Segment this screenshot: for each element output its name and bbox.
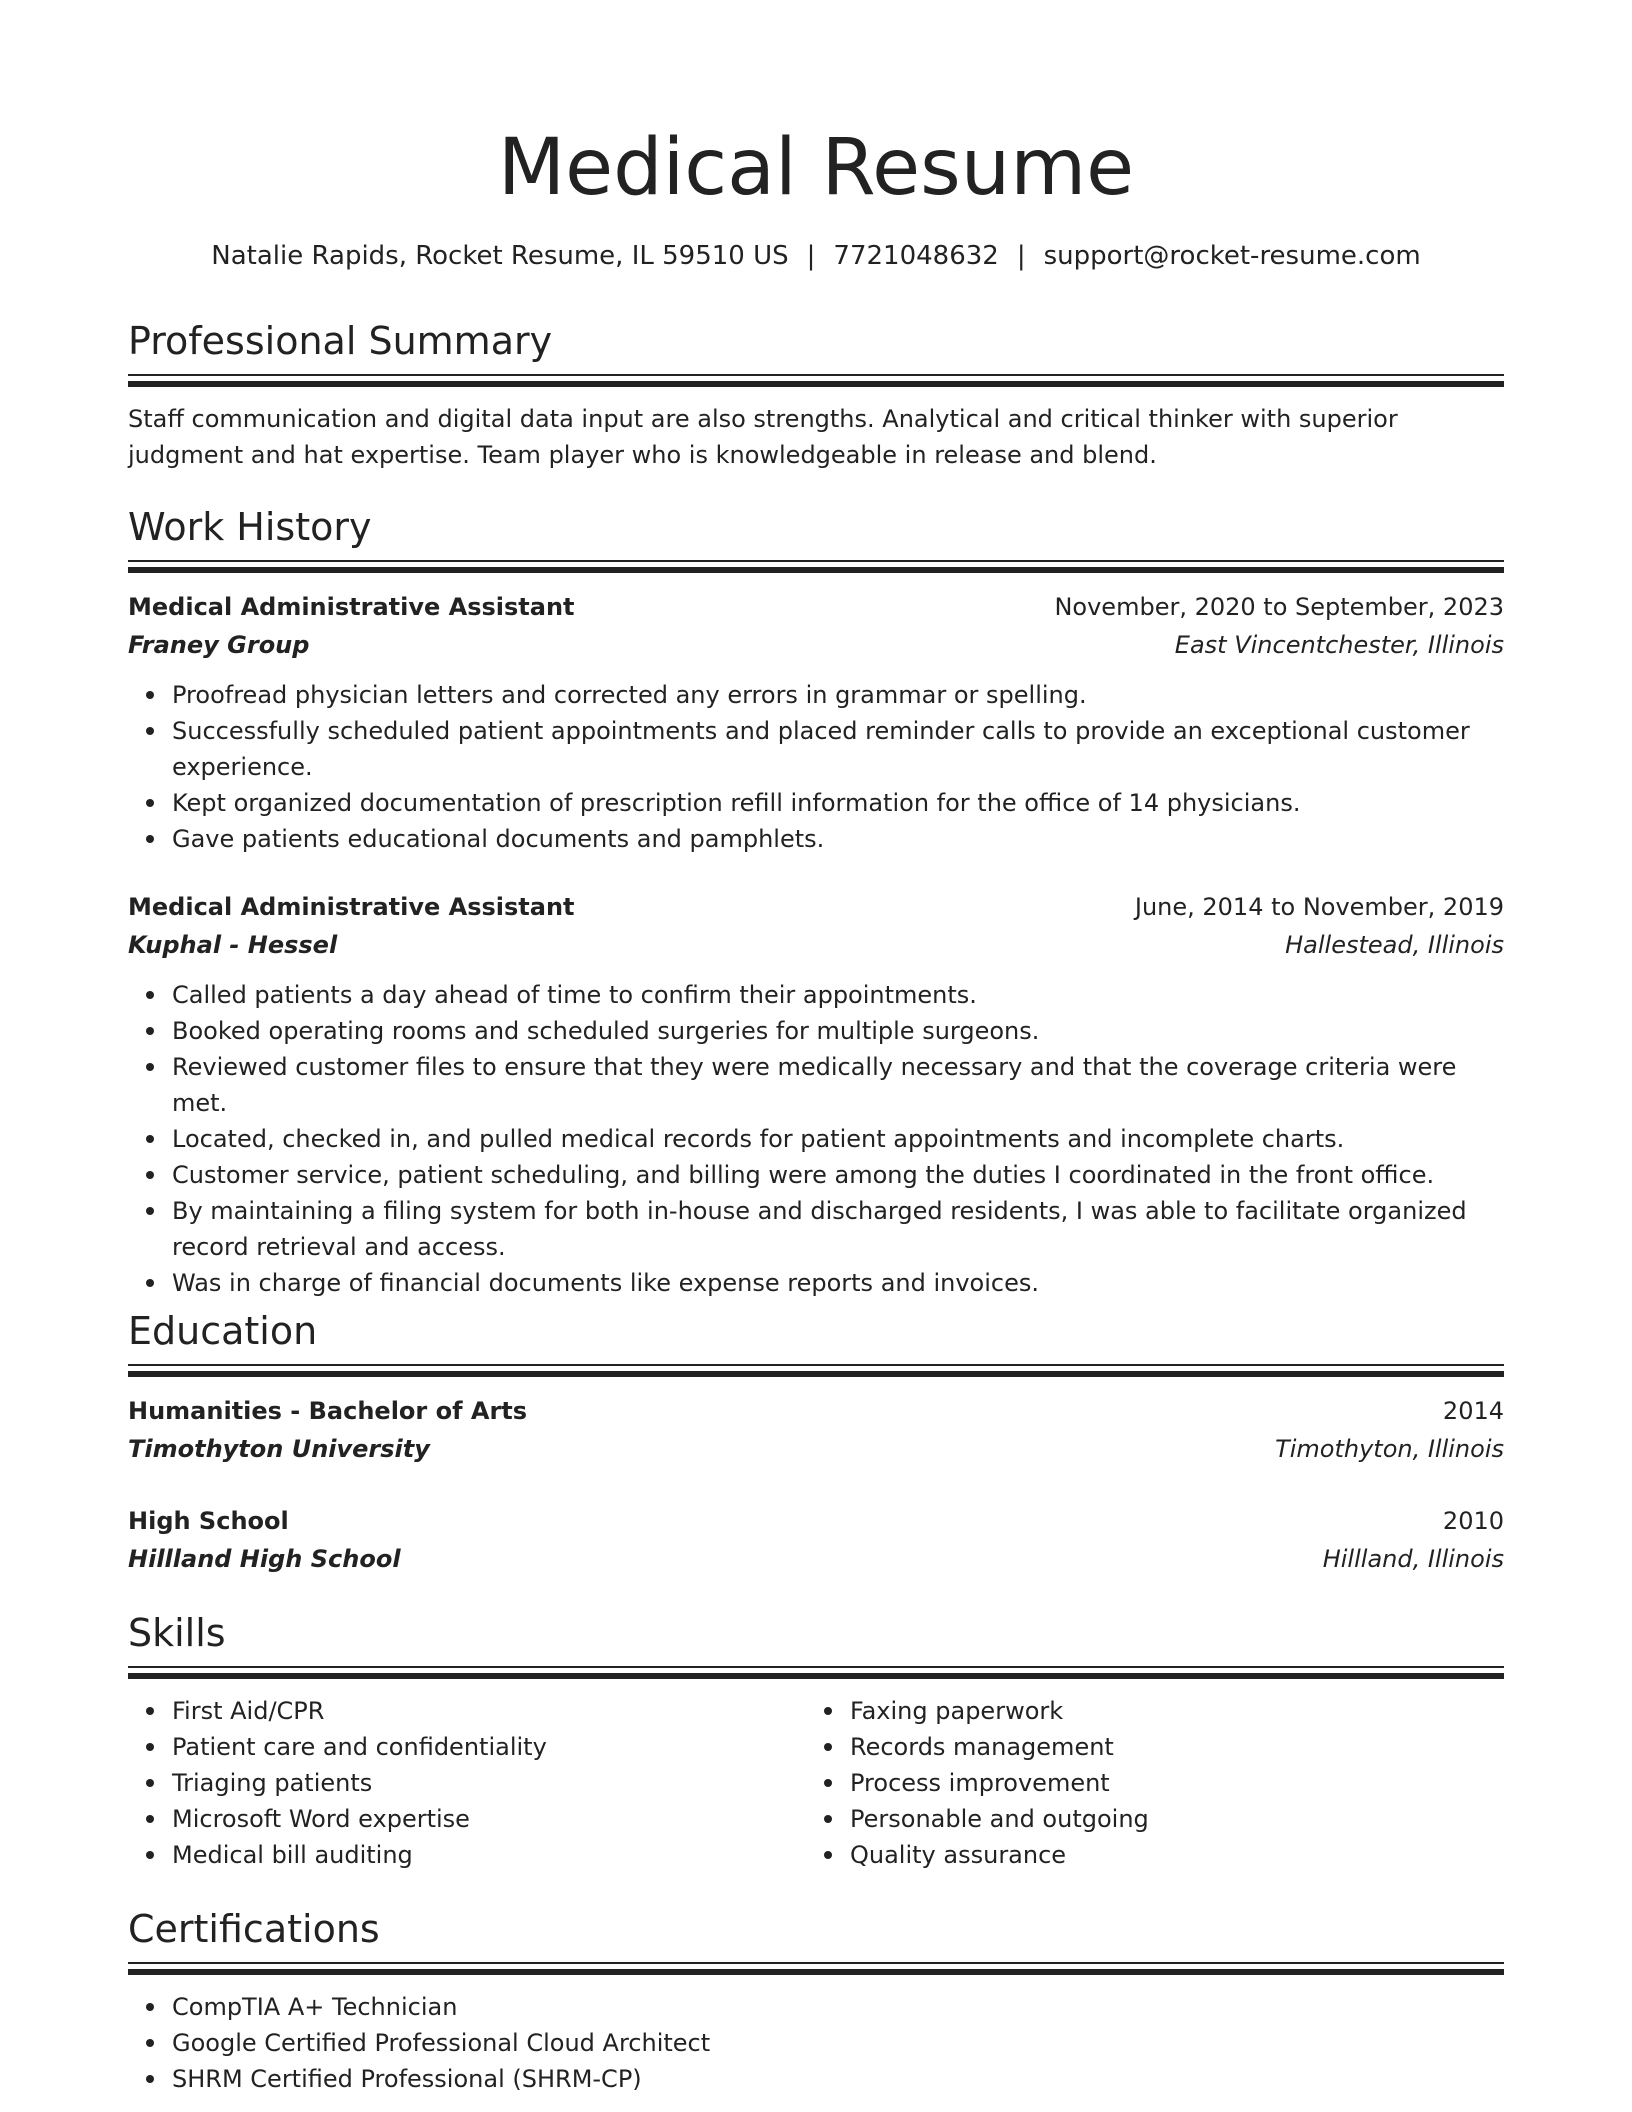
- list-item: Called patients a day ahead of time to confirm their appointments.: [172, 977, 1504, 1013]
- list-item: Located, checked in, and pulled medical records for patient appointments and incomplete charts.: [172, 1121, 1504, 1157]
- list-item: Reviewed customer files to ensure that they were medically necessary and that the coverage criteria were met.: [172, 1049, 1504, 1121]
- contact-separator: |: [806, 241, 816, 271]
- education-year: 2010: [1442, 1507, 1504, 1535]
- list-item: SHRM Certified Professional (SHRM-CP): [172, 2061, 1504, 2097]
- job-subheader: [128, 627, 1504, 665]
- job-subheader: [128, 927, 1504, 965]
- job-company: Franey Group: [128, 631, 310, 659]
- education-entry: [128, 1503, 1504, 1579]
- list-item: First Aid/CPR: [172, 1693, 832, 1729]
- list-item: Medical bill auditing: [172, 1837, 832, 1873]
- section-education: [128, 1306, 1504, 1579]
- list-item: Kept organized documentation of prescription refill information for the office of 14 physicians.: [172, 785, 1504, 821]
- job-title: Medical Administrative Assistant: [128, 593, 575, 621]
- resume-title: Medical Resume: [497, 123, 1135, 213]
- job-company: Kuphal - Hessel: [128, 931, 338, 959]
- job-header: [128, 889, 1504, 927]
- list-item: Proofread physician letters and corrected any errors in grammar or spelling.: [172, 677, 1504, 713]
- education-subheader: [128, 1431, 1504, 1469]
- list-item: Google Certified Professional Cloud Architect: [172, 2025, 1504, 2061]
- section-divider: [128, 1962, 1504, 1964]
- section-skills: [128, 1608, 1504, 1869]
- job-dates: November, 2020 to September, 2023: [1054, 593, 1504, 621]
- section-divider: [128, 374, 1504, 376]
- contact-separator: |: [1016, 241, 1026, 271]
- list-item: Patient care and confidentiality: [172, 1729, 832, 1765]
- section-divider: [128, 560, 1504, 562]
- education-entry: [128, 1393, 1504, 1469]
- job-title: Medical Administrative Assistant: [128, 893, 575, 921]
- education-subheader: [128, 1541, 1504, 1579]
- education-year: 2014: [1442, 1397, 1504, 1425]
- section-heading: Skills: [128, 1611, 226, 1655]
- list-item: Triaging patients: [172, 1765, 832, 1801]
- section-divider: [128, 1364, 1504, 1366]
- education-location: Timothyton, Illinois: [1275, 1435, 1504, 1463]
- skills-list-left: [128, 1693, 832, 1873]
- list-item: Microsoft Word expertise: [172, 1801, 832, 1837]
- list-item: CompTIA A+ Technician: [172, 1989, 1504, 2025]
- education-school: Timothyton University: [128, 1435, 430, 1463]
- contact-phone: 7721048632: [833, 241, 999, 271]
- job-entry: [128, 889, 1504, 1301]
- job-location: Hallestead, Illinois: [1285, 931, 1504, 959]
- section-heading: Education: [128, 1309, 318, 1353]
- job-bullets: [128, 977, 1504, 1301]
- list-item: Successfully scheduled patient appointments and placed reminder calls to provide an exceptional customer experience.: [172, 713, 1504, 785]
- list-item: Process improvement: [850, 1765, 1510, 1801]
- section-heading: Professional Summary: [128, 319, 553, 363]
- section-heading: Certifications: [128, 1907, 380, 1951]
- list-item: Quality assurance: [850, 1837, 1510, 1873]
- job-dates: June, 2014 to November, 2019: [1134, 893, 1504, 921]
- contact-line: [128, 238, 1504, 274]
- section-heading: Work History: [128, 505, 372, 549]
- section-work-history: [128, 502, 1504, 1301]
- education-degree: Humanities - Bachelor of Arts: [128, 1397, 528, 1425]
- section-divider-thick: [128, 1673, 1504, 1679]
- section-divider: [128, 1666, 1504, 1668]
- section-divider-thick: [128, 381, 1504, 387]
- list-item: Personable and outgoing: [850, 1801, 1510, 1837]
- list-item: Customer service, patient scheduling, and billing were among the duties I coordinated in the front office.: [172, 1157, 1504, 1193]
- list-item: Gave patients educational documents and pamphlets.: [172, 821, 1504, 857]
- list-item: Booked operating rooms and scheduled surgeries for multiple surgeons.: [172, 1013, 1504, 1049]
- section-divider-thick: [128, 1371, 1504, 1377]
- job-header: [128, 589, 1504, 627]
- education-header: [128, 1393, 1504, 1431]
- section-professional-summary: [128, 316, 1504, 473]
- certifications-list: [128, 1989, 1504, 2097]
- education-school: Hillland High School: [128, 1545, 401, 1573]
- section-certifications: [128, 1904, 1504, 2097]
- education-header: [128, 1503, 1504, 1541]
- list-item: By maintaining a filing system for both in-house and discharged residents, I was able to facilitate organized record retrieval and access.: [172, 1193, 1504, 1265]
- skills-list-right: [806, 1693, 1510, 1873]
- job-location: East Vincentchester, Illinois: [1174, 631, 1504, 659]
- section-divider-thick: [128, 1969, 1504, 1975]
- education-degree: High School: [128, 1507, 289, 1535]
- list-item: Records management: [850, 1729, 1510, 1765]
- list-item: Faxing paperwork: [850, 1693, 1510, 1729]
- contact-email: support@rocket-resume.com: [1043, 241, 1421, 271]
- section-divider-thick: [128, 567, 1504, 573]
- job-entry: [128, 589, 1504, 857]
- list-item: Was in charge of financial documents like expense reports and invoices.: [172, 1265, 1504, 1301]
- job-bullets: [128, 677, 1504, 857]
- education-location: Hillland, Illinois: [1322, 1545, 1504, 1573]
- contact-address: Natalie Rapids, Rocket Resume, IL 59510 US: [211, 241, 789, 271]
- summary-text: Staff communication and digital data input are also strengths. Analytical and critical thinker with superior judgment and hat expertise. Team player who is knowledgeable in release and blend.: [128, 405, 1398, 469]
